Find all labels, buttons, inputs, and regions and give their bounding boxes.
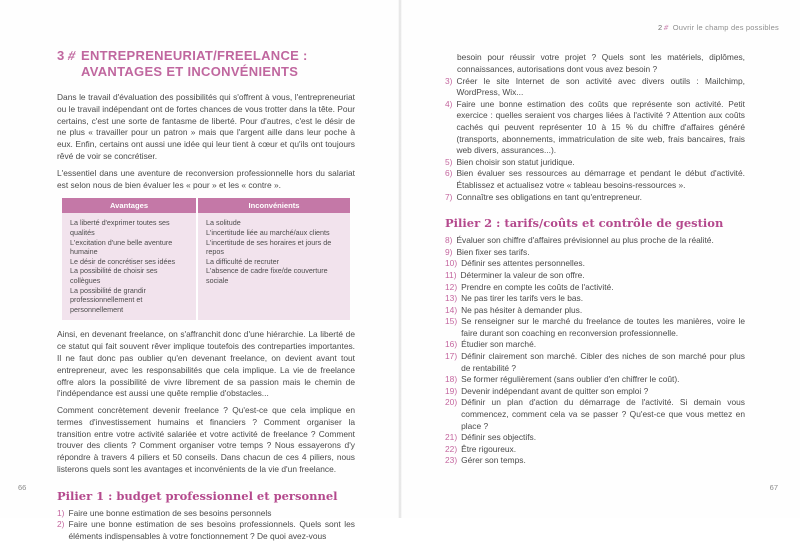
item-text: Définir ses attentes personnelles. <box>461 258 585 269</box>
list-item <box>445 397 745 432</box>
item-text: Se renseigner sur le marché du freelance de toutes les manières, voire le faire durant son coaching en reconversion professionnelle. <box>461 316 745 338</box>
table-cell: L'incertitude liée au marché/aux clients <box>206 227 330 237</box>
table-cell: L'incertitude de ses horaires et jours de repos <box>206 237 332 257</box>
page-number-right: 67 <box>769 483 778 492</box>
item-text: Prendre en compte les coûts de l'activité. <box>461 281 614 292</box>
item-number: 15) <box>445 316 458 327</box>
table-cell: L'absence de cadre fixe/de couverture sociale <box>206 266 328 285</box>
item-number: 14) <box>445 304 458 315</box>
list-item <box>445 316 745 339</box>
table-header-avantages: Avantages <box>62 198 196 213</box>
item-text: Évaluer son chiffre d'affaires prévisionnel au plus proche de la réalité. <box>456 235 714 246</box>
table-cell: La possibilité de choisir ses collègues <box>70 266 158 285</box>
item-number: 12) <box>445 281 458 292</box>
pilier-1-list-continued <box>445 76 745 204</box>
list-item <box>445 192 745 204</box>
item-number: 2) <box>57 519 65 530</box>
list-item <box>445 157 745 169</box>
item-number: 9) <box>445 246 453 257</box>
item-number: 8) <box>445 235 453 246</box>
list-item <box>445 444 745 456</box>
advantages-table <box>62 198 350 320</box>
item-number: 20) <box>445 397 458 408</box>
page-number-left: 66 <box>18 483 27 492</box>
pilier-2-heading: Pilier 2 : tarifs/coûts et contrôle de gestion <box>445 216 724 231</box>
running-header <box>658 23 779 32</box>
item-text: Être rigoureux. <box>461 443 517 454</box>
list-item <box>445 432 745 444</box>
list-item <box>445 351 745 374</box>
page-right <box>400 0 800 518</box>
item-text: Ne pas hésiter à demander plus. <box>461 304 583 315</box>
item-number: 11) <box>445 269 457 280</box>
table-cell: La difficulté de recruter <box>206 256 279 266</box>
item-text: Devenir indépendant avant de quitter son emploi ? <box>461 385 649 396</box>
paragraph-freelance-2: Comment concrètement devenir freelance ? Qu'est-ce que cela implique en termes d'investissement humains et financiers ? Comment organiser la transition entre votre activité salariée et votre activité de freelance ? Comment trouver des clients ? Comment organiser votre temps ? Nous essayerons d'y répondre à travers 4 piliers et 50 conseils. Dans chacun de ces 4 piliers, nous listerons quels sont les avantages et inconvénients de la vie d'un freelance. <box>57 405 355 475</box>
item-text: Bien évaluer ses ressources au démarrage et pendant le début d'activité. Établissez et actualisez votre « tableau besoins-ressources ». <box>456 168 745 190</box>
chapter-title-text <box>81 48 308 80</box>
list-item <box>445 293 745 305</box>
item-text: Bien fixer ses tarifs. <box>456 246 530 257</box>
list-item <box>445 235 745 247</box>
list-item <box>445 247 745 259</box>
item-number: 19) <box>445 385 458 396</box>
list-item <box>445 282 745 294</box>
chapter-number: 3 # <box>57 48 78 63</box>
paragraph-intro-1: Dans le travail d'évaluation des possibilités qui s'offrent à vous, l'entrepreneuriat ou le travail indépendant ont de fortes chances de vous trotter dans la tête. Pour certains, c'est une sorte de fantasme de liberté. Pour d'autres, c'est le désir de ne plus « travailler pour un patron » mais que l'argent aille dans leur poche à eux. Enfin, certains ont aussi une idée qui leur tient à cœur et qu'ils ont toujours rêvé de voir se concrétiser. <box>57 92 355 161</box>
table-cell: La liberté d'exprimer toutes ses qualités <box>70 218 170 237</box>
item-number: 6) <box>445 168 453 179</box>
item-number: 10) <box>445 258 458 269</box>
item-text: Gérer son temps. <box>461 455 526 466</box>
item-text: Ne pas tirer les tarifs vers le bas. <box>461 293 584 304</box>
chapter-title-line2: AVANTAGES ET INCONVÉNIENTS <box>80 64 299 79</box>
list-item <box>57 519 355 542</box>
item-number: 3) <box>445 75 453 86</box>
pilier-2-list <box>445 235 745 467</box>
table-column-avantages <box>62 198 196 320</box>
item-number: 13) <box>445 293 458 304</box>
list-item <box>445 258 745 270</box>
running-header-chapter-number: 2 <box>657 23 663 32</box>
table-body-inconvenients <box>198 213 350 320</box>
item-text: Connaître ses obligations en tant qu'entrepreneur. <box>456 191 642 202</box>
item-number: 17) <box>445 351 458 362</box>
item-text: Faire une bonne estimation de ses besoins professionnels. Quels sont les éléments indispensables à votre fonctionnement ? De quoi avez-vous <box>68 519 355 542</box>
item-number: 23) <box>445 455 458 466</box>
item-number: 1) <box>57 507 65 518</box>
item-text: Étudier son marché. <box>461 339 537 350</box>
paragraph-freelance-1: Ainsi, en devenant freelance, on s'affranchit donc d'une hiérarchie. La liberté de ce statut qui fait souvent rêver implique toutefois des contreparties importantes. Il ne faut donc pas oublier qu'en devenant freelance, on devient avant tout entrepreneur, avec les responsabilités que cela implique. La vie de freelance offre alors la possibilité de vivre librement de sa passion mais le chemin de l'indépendance est aussi une quête remplie d'obstacles... <box>57 329 355 399</box>
item-text: Se former régulièrement (sans oublier d'en chiffrer le coût). <box>461 374 680 385</box>
item-number: 18) <box>445 374 458 385</box>
item-number: 16) <box>445 339 458 350</box>
item-text: Créer le site Internet de son activité avec divers outils : Mailchimp, WordPress, Wix... <box>456 75 745 98</box>
hash-icon: # <box>66 48 78 63</box>
list-item <box>445 168 745 191</box>
table-cell: La solitude <box>206 218 241 228</box>
pilier-1-heading: Pilier 1 : budget professionnel et personnel <box>57 488 338 503</box>
list-item <box>445 374 745 386</box>
list-item <box>445 76 745 99</box>
item-text: Faire une bonne estimation de ses besoins personnels <box>68 507 272 518</box>
running-header-title: Ouvrir le champ des possibles <box>672 23 779 32</box>
list-item <box>445 455 745 467</box>
item-text: Définir clairement son marché. Cibler des niches de son marché pour plus de rentabilité ? <box>461 351 745 373</box>
table-body-avantages <box>62 213 196 320</box>
item-number: 21) <box>445 432 458 443</box>
table-cell: Le désir de concrétiser ses idées <box>70 256 176 266</box>
item-text: Définir un plan d'action du démarrage de l'activité. Si demain vous commencez, comment cela va se passer ? Qu'est-ce que vous mettez en place ? <box>461 397 745 431</box>
item-text: Faire une bonne estimation des coûts que représente son activité. Petit exercice : quelles seraient vos charges liées à l'activité ? Attention aux coûts cachés qui peuvent représenter 10 à 15 % du chiffre d'affaires généré (transports, abonnements, immatriculation de site web, frais bancaires, frais web divers, assurances...). <box>456 98 745 156</box>
item-number: 5) <box>445 156 453 167</box>
paragraph-continuation: besoin pour réussir votre projet ? Quels sont les matériels, diplômes, connaissances, autorisations dont vous avez besoin ? <box>457 52 745 74</box>
item-number: 22) <box>445 443 458 454</box>
list-item <box>445 386 745 398</box>
chapter-title-line1: ENTREPRENEURIAT/FREELANCE : <box>80 48 308 63</box>
item-text: Déterminer la valeur de son offre. <box>460 269 585 280</box>
list-item <box>445 305 745 317</box>
table-cell: L'excitation d'une belle aventure humaine <box>70 237 173 257</box>
item-text: Bien choisir son statut juridique. <box>456 156 575 167</box>
item-text: Définir ses objectifs. <box>461 432 537 443</box>
chapter-title <box>57 48 355 80</box>
page-left <box>0 0 400 542</box>
list-item <box>445 339 745 351</box>
item-number: 4) <box>445 98 453 109</box>
list-item <box>445 270 745 282</box>
table-header-inconvenients: Inconvénients <box>198 198 350 213</box>
pilier-1-list <box>57 508 355 543</box>
item-number: 7) <box>445 191 453 202</box>
list-item <box>445 99 745 157</box>
table-column-inconvenients <box>198 198 350 320</box>
paragraph-intro-2: L'essentiel dans une aventure de reconversion professionnelle hors du salariat est selon nous de bien évaluer les « pour » et les « contre ». <box>57 167 355 190</box>
table-cell: La possibilité de grandir professionnellement et personnellement <box>70 285 146 314</box>
hash-icon: # <box>663 23 670 32</box>
